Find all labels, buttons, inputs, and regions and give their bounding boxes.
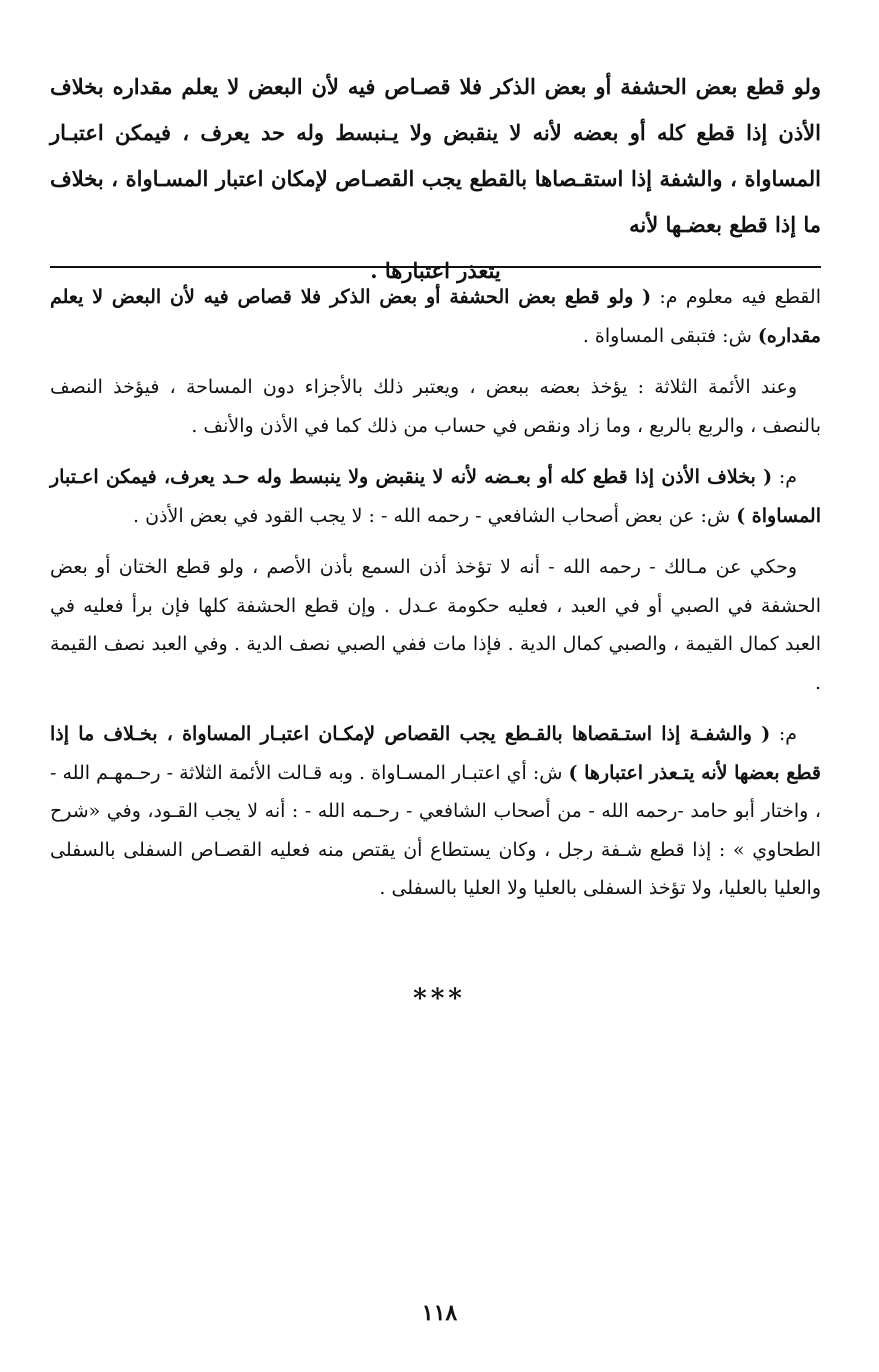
section-separator: ***: [413, 984, 466, 1014]
p1-quoted-text: ( ولو قطع بعض الحشفة أو بعض الذكر فلا قصاص فيه لأن البعض لا يعلم مقداره): [50, 286, 821, 347]
p5-tail: ش: أي اعتبـار المسـاواة . وبه قـالت الأئمة الثلاثة - رحـمهـم الله - ، واختار أبو حامد -رحمه الله - من أصحاب الشافعي - رحـمه الله - : أنه لا يجب القـود، وفي «شرح الطحاوي » : إذا قطع شـفة رجل ، وكان يستطاع أن يقتص منه فعليه القصـاص السفلى بالسفلى والعليا بالعليا، ولا تؤخذ السفلى بالعليا ولا العليا بالسفلى .: [50, 761, 821, 899]
p3-lead: م:: [772, 466, 797, 488]
main-text-body: ولو قطع بعض الحشفة أو بعض الذكر فلا قصـاص فيه لأن البعض لا يعلم مقداره بخلاف الأذن إذا قطع كله أو بعضه لأنه لا ينقبض ولا يـنبسط وله حد يعرف ، فيمكن اعتبـار المساواة ، والشفة إذا استقـصاها بالقطع يجب القصـاص لإمكان اعتبار المسـاواة ، بخلاف ما إذا قطع بعضـها لأنه: [50, 74, 821, 237]
page-number: ١١٨: [421, 1300, 458, 1326]
commentary-paragraph-1: [50, 278, 821, 355]
commentary-paragraph-3: [50, 458, 821, 535]
commentary-block: [50, 278, 821, 921]
p3-tail: ش: عن بعض أصحاب الشافعي - رحمه الله - : لا يجب القود في بعض الأذن .: [133, 504, 737, 527]
commentary-paragraph-2: وعند الأئمة الثلاثة : يؤخذ بعضه ببعض ، ويعتبر ذلك بالأجزاء دون المساحة ، فيؤخذ النصف بالنصف ، والربع بالربع ، وما زاد ونقص في حساب من ذلك كما في الأذن والأنف .: [50, 376, 821, 437]
p1-tail: ش: فتبقى المساواة .: [582, 324, 758, 347]
footnote-divider: [50, 266, 821, 268]
main-text-last-line: يتعذر اعتبارها .: [370, 258, 501, 283]
p5-lead: م:: [770, 723, 797, 745]
commentary-paragraph-4: وحكي عن مـالك - رحمه الله - أنه لا تؤخذ أذن السمع بأذن الأصم ، ولو قطع الختان أو بعض الحشفة في الصبي أو في العبد ، فعليه حكومة عـدل . وإن قطع الحشفة كلها فإن برأ فعليه في العبد كمال القيمة ، والصبي كمال الدية . فإذا مات ففي الصبي نصف الدية . وفي العبد نصف القيمة .: [50, 556, 821, 694]
p3-quoted-text: ( بخلاف الأذن إذا قطع كله أو بعـضه لأنه لا ينقبض ولا ينبسط وله حـد يعرف، فيمكن اعـتبار المساواة ): [50, 466, 821, 527]
p1-lead: القطع فيه معلوم م:: [651, 286, 821, 308]
p5-quoted-text: ( والشفـة إذا استـقصاها بالقـطع يجب القصاص لإمكـان اعتبـار المساواة ، بخـلاف ما إذا قطع بعضها لأنه يتـعذر اعتبارها ): [50, 723, 821, 784]
commentary-paragraph-5: [50, 715, 821, 908]
main-text-block: [50, 64, 821, 294]
